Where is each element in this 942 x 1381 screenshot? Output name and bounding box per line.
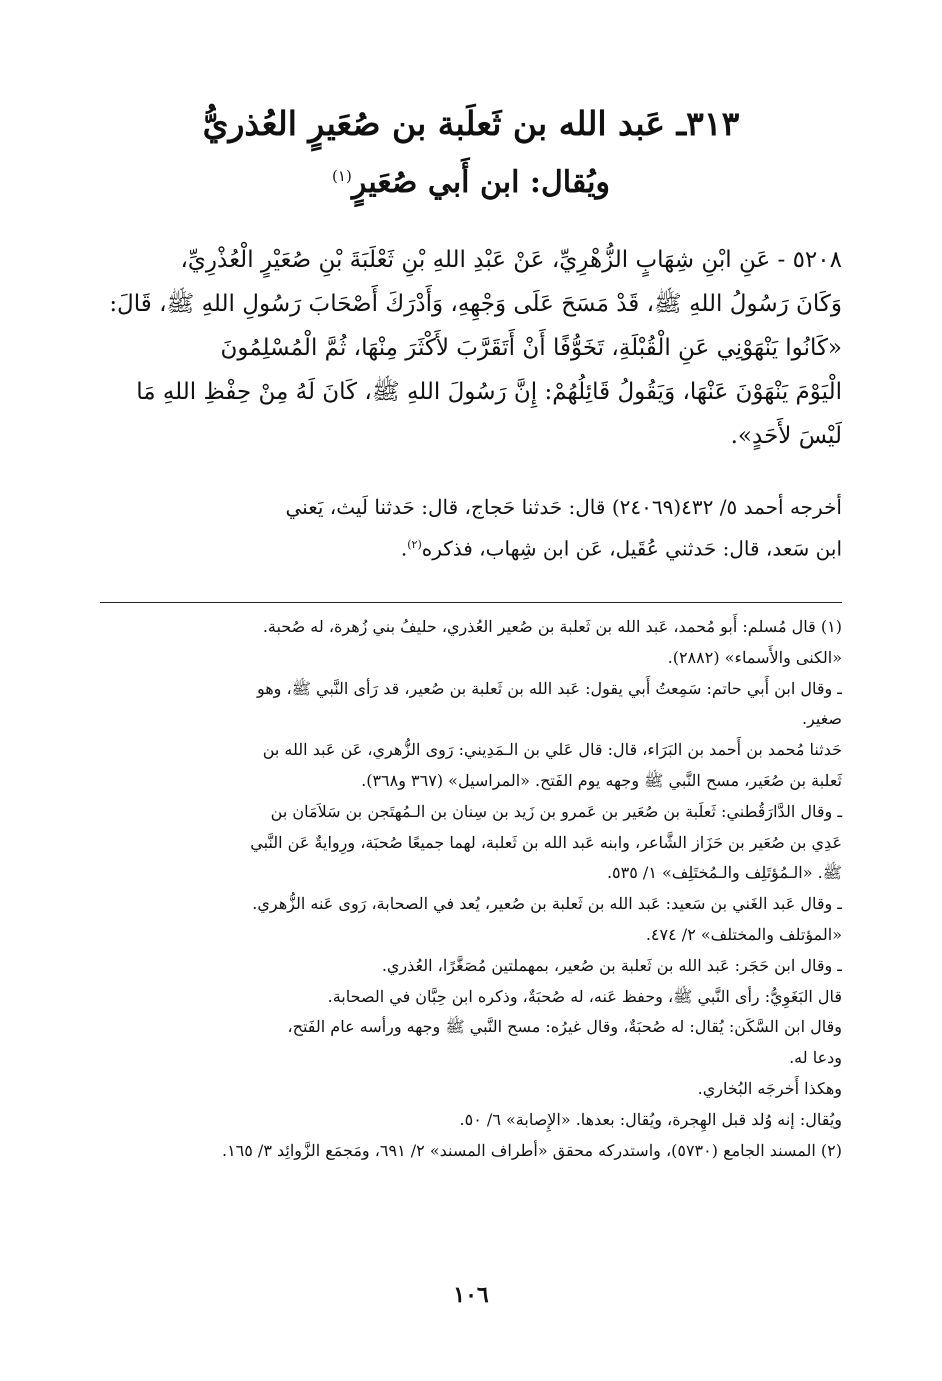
footnote-line: عَدِي بن صُعَير بن حَزَاز الشَّاعر، وابنه عَبد الله بن ثَعلبة، لهما جميعًا صُحبَة، ورِوايةٌ عَن النَّبي xyxy=(250,832,842,852)
footnote-line: وقال ابن السَّكَن: يُقال: له صُحبَةٌ، وقال غيرُه: مسح النَّبي ﷺ وجهه ورأسه عام الفَتح، xyxy=(287,1017,842,1037)
footnote-line: وهكذا أَخرجَه البُخاري. xyxy=(697,1078,842,1098)
takhrij-line: أخرجه أحمد ٥/ ٤٣٢(٢٤٠٦٩) قال: حَدثنا حَجاج، قال: حَدثنا لَيث، يَعني xyxy=(285,495,842,519)
footnote-line: قال البَغَوِيُّ: رأى النَّبي ﷺ، وحفظ عَنه، له صُحبَةٌ، وذكره ابن حِبَّان في الصحابة. xyxy=(327,986,842,1006)
footnote-ref-2[interactable]: (٢) xyxy=(407,538,422,551)
footnotes-section xyxy=(100,612,842,1166)
page-number: ١٠٦ xyxy=(453,1282,489,1308)
footnote-divider xyxy=(100,602,842,603)
footnote-line: حَدثنا مُحمد بن أَحمد بن البَرَاء، قال: قال عَلي بن الـمَدِيني: رَوى الزُّهري، عَن عَبد الله بن xyxy=(262,740,842,760)
footnote-line: (٢) المسند الجامع (٥٧٣٠)، واستدركه محقق «أطراف المسند» ٢/ ٦٩١، ومَجمَع الزَّوائِد ٣/ ١٦٥. xyxy=(221,1140,842,1160)
hadith-line: ٥٢٠٨ - عَنِ ابْنِ شِهَابٍ الزُّهْرِيِّ، عَنْ عَبْدِ اللهِ بْنِ ثَعْلَبَةَ بْنِ صُعَيْرٍ الْعُذْرِيِّ، xyxy=(180,247,842,273)
hadith-line: لَيْسَ لأَحَدٍ». xyxy=(730,423,842,449)
footnote-line: «المؤتلف والمختلف» ٢/ ٤٧٤. xyxy=(645,924,842,944)
entry-alt-name-text: ويُقال: ابن أَبي صُعَيرٍ xyxy=(351,165,610,200)
footnote-line: ـ وقال ابن أَبي حاتم: سَمِعتُ أَبي يقول: عَبد الله بن ثَعلبة بن صُعير، قد رَأى النَّبي ﷺ، وهو xyxy=(256,678,842,698)
hadith-line: وَكَانَ رَسُولُ اللهِ ﷺ، قَدْ مَسَحَ عَلَى وَجْهِهِ، وَأَدْرَكَ أَصْحَابَ رَسُولِ اللهِ ﷺ، قَالَ: xyxy=(109,291,842,317)
takhrij-paragraph xyxy=(100,488,842,568)
takhrij-line: ابن سَعد، قال: حَدثني عُقَيل، عَن ابن شِهاب، فذكره$^{(٢)}$. xyxy=(400,536,842,561)
entry-heading xyxy=(80,98,862,209)
footnote-ref-1[interactable]: (١) xyxy=(332,167,352,185)
footnote-line: (١) قال مُسلم: أَبو مُحمد، عَبد الله بن ثَعلبة بن صُعير العُذري، حليفُ بني زُهرة، له صُحبة. xyxy=(262,617,842,636)
entry-title: ٣١٣ـ عَبد الله بن ثَعلَبة بن صُعَيرٍ العُذريُّ xyxy=(202,104,740,143)
footnote-line: ﷺ. «الـمُؤتَلِف والـمُختَلِف» ١/ ٥٣٥. xyxy=(606,863,842,883)
footnote-line: ثَعلبة بن صُعَير، مسح النَّبي ﷺ وجهه يوم الفَتح. «المراسيل» (٣٦٧ و٣٦٨). xyxy=(361,770,842,790)
takhrij-line-text: ابن سَعد، قال: حَدثني عُقَيل، عَن ابن شِهاب، فذكره xyxy=(421,536,842,561)
footnote-line: ـ وقال ابن حَجَر: عَبد الله بن ثَعلبة بن صُعير، بمهملتين مُصَغَّرًا، العُذري. xyxy=(381,955,842,975)
footnote-line: ويُقال: إنه وُلد قبل الهِجرة، ويُقال: بعدها. «الإِصابة» ٦/ ٥٠. xyxy=(459,1109,842,1129)
footnote-line: «الكنى والأَسماء» (٢٨٨٢). xyxy=(667,647,842,667)
footnote-line: ـ وقال عَبد الغَني بن سَعيد: عَبد الله بن ثَعلبة بن صُعير، يُعد في الصحابة، رَوى عَنه الزُّهري. xyxy=(252,894,842,914)
hadith-text xyxy=(100,238,842,458)
footnote-line: صغير. xyxy=(801,709,842,729)
footnote-line: ودعا له. xyxy=(789,1048,842,1068)
hadith-line: الْيَوْمَ يَنْهَوْنَ عَنْهَا، وَيَقُولُ قَائِلُهُمْ: إِنَّ رَسُولَ اللهِ ﷺ، كَانَ لَهُ مِنْ حِفْظِ اللهِ مَا xyxy=(136,379,842,405)
hadith-line: «كَانُوا يَنْهَوْنِي عَنِ الْقُبْلَةِ، تَخَوُّفًا أَنْ أَتَقَرَّبَ لأَكْثَرَ مِنْهَا، ثُمَّ الْمُسْلِمُونَ xyxy=(220,335,842,361)
entry-alt-name xyxy=(80,150,862,209)
footnote-line: ـ وقال الدَّارَقُطني: ثَعلَبة بن صُعَير بن عَمرو بن زَيد بن سِنان بن الـمُهتَجن بن سَلاَمَان بن xyxy=(270,801,842,821)
